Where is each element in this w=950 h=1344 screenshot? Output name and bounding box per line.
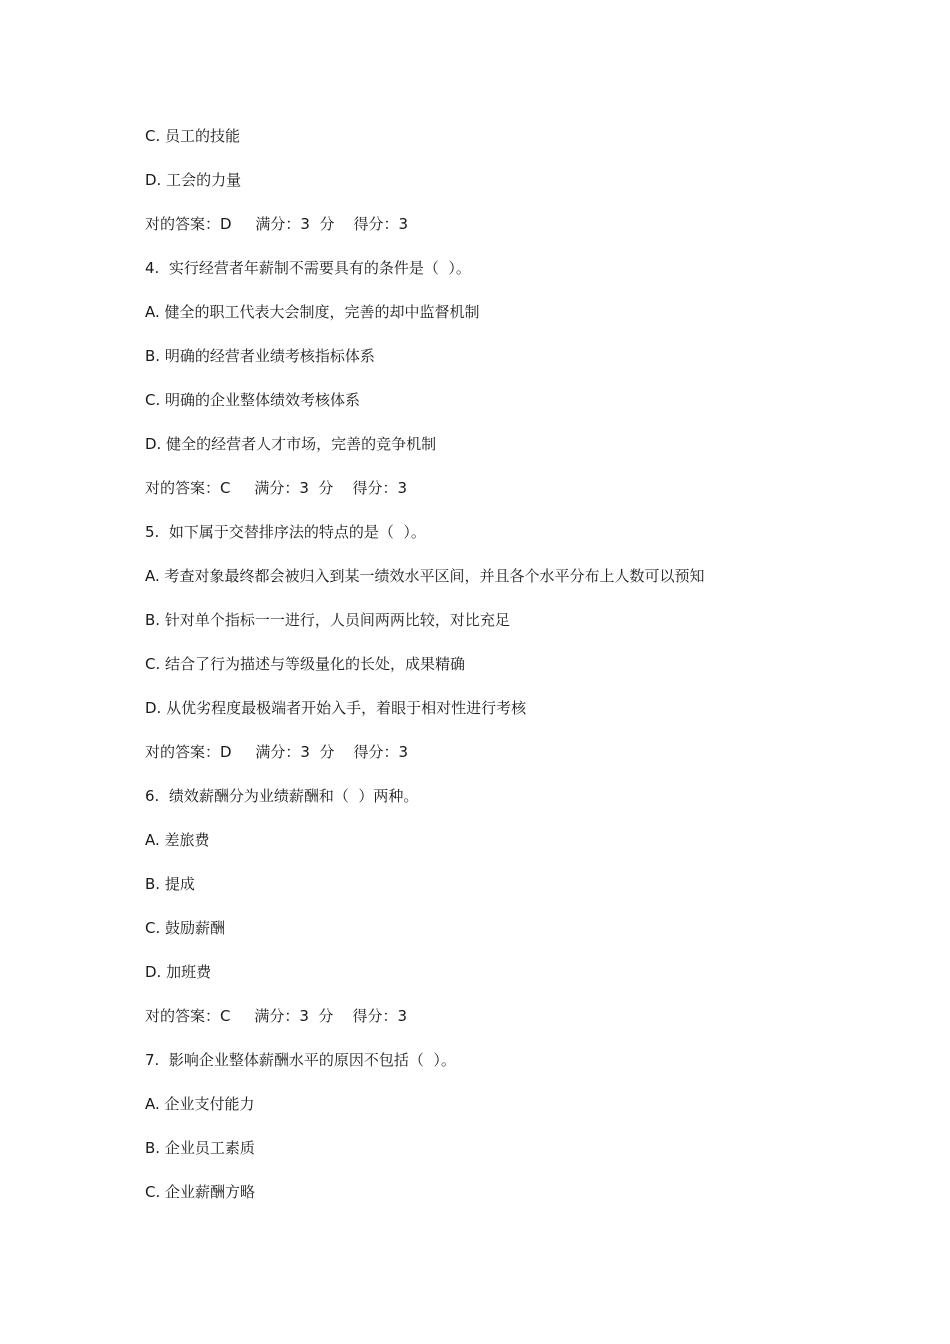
- question-4-answer: 对的答案：C 满分：3 分 得分：3: [145, 479, 408, 497]
- question-5-option-d: D. 从优劣程度最极端者开始入手，着眼于相对性进行考核: [145, 699, 527, 717]
- question-5-answer: 对的答案：D 满分：3 分 得分：3: [145, 743, 409, 761]
- question-5-option-c: C. 结合了行为描述与等级量化的长处，成果精确: [145, 655, 466, 673]
- question-5-option-b: B. 针对单个指标一一进行，人员间两两比较，对比充足: [145, 611, 510, 629]
- answer-line: 对的答案：D 满分：3 分 得分：3: [145, 215, 409, 233]
- question-6-option-a: A. 差旅费: [145, 831, 210, 849]
- question-6-answer: 对的答案：C 满分：3 分 得分：3: [145, 1007, 408, 1025]
- option-c-text: C. 员工的技能: [145, 127, 241, 145]
- question-4-option-c: C. 明确的企业整体绩效考核体系: [145, 391, 361, 409]
- question-7: 7. 影响企业整体薪酬水平的原因不包括（ ）。: [145, 1051, 456, 1069]
- question-7-option-a: A. 企业支付能力: [145, 1095, 255, 1113]
- question-4-option-b: B. 明确的经营者业绩考核指标体系: [145, 347, 375, 365]
- question-5: 5. 如下属于交替排序法的特点的是（ ）。: [145, 523, 426, 541]
- question-6: 6. 绩效薪酬分为业绩薪酬和（ ）两种。: [145, 787, 419, 805]
- question-6-option-c: C. 鼓励薪酬: [145, 919, 226, 937]
- question-4: 4. 实行经营者年薪制不需要具有的条件是（ ）。: [145, 259, 471, 277]
- question-6-option-b: B. 提成: [145, 875, 195, 893]
- question-4-option-a: A. 健全的职工代表大会制度，完善的却中监督机制: [145, 303, 480, 321]
- question-4-option-d: D. 健全的经营者人才市场，完善的竞争机制: [145, 435, 437, 453]
- document-page: [145, 114, 925, 1214]
- question-5-option-a: A. 考查对象最终都会被归入到某一绩效水平区间，并且各个水平分布上人数可以预知: [145, 567, 705, 585]
- question-6-option-d: D. 加班费: [145, 963, 212, 981]
- question-7-option-b: B. 企业员工素质: [145, 1139, 255, 1157]
- question-7-option-c: C. 企业薪酬方略: [145, 1183, 256, 1201]
- option-d-text: D. 工会的力量: [145, 171, 242, 189]
